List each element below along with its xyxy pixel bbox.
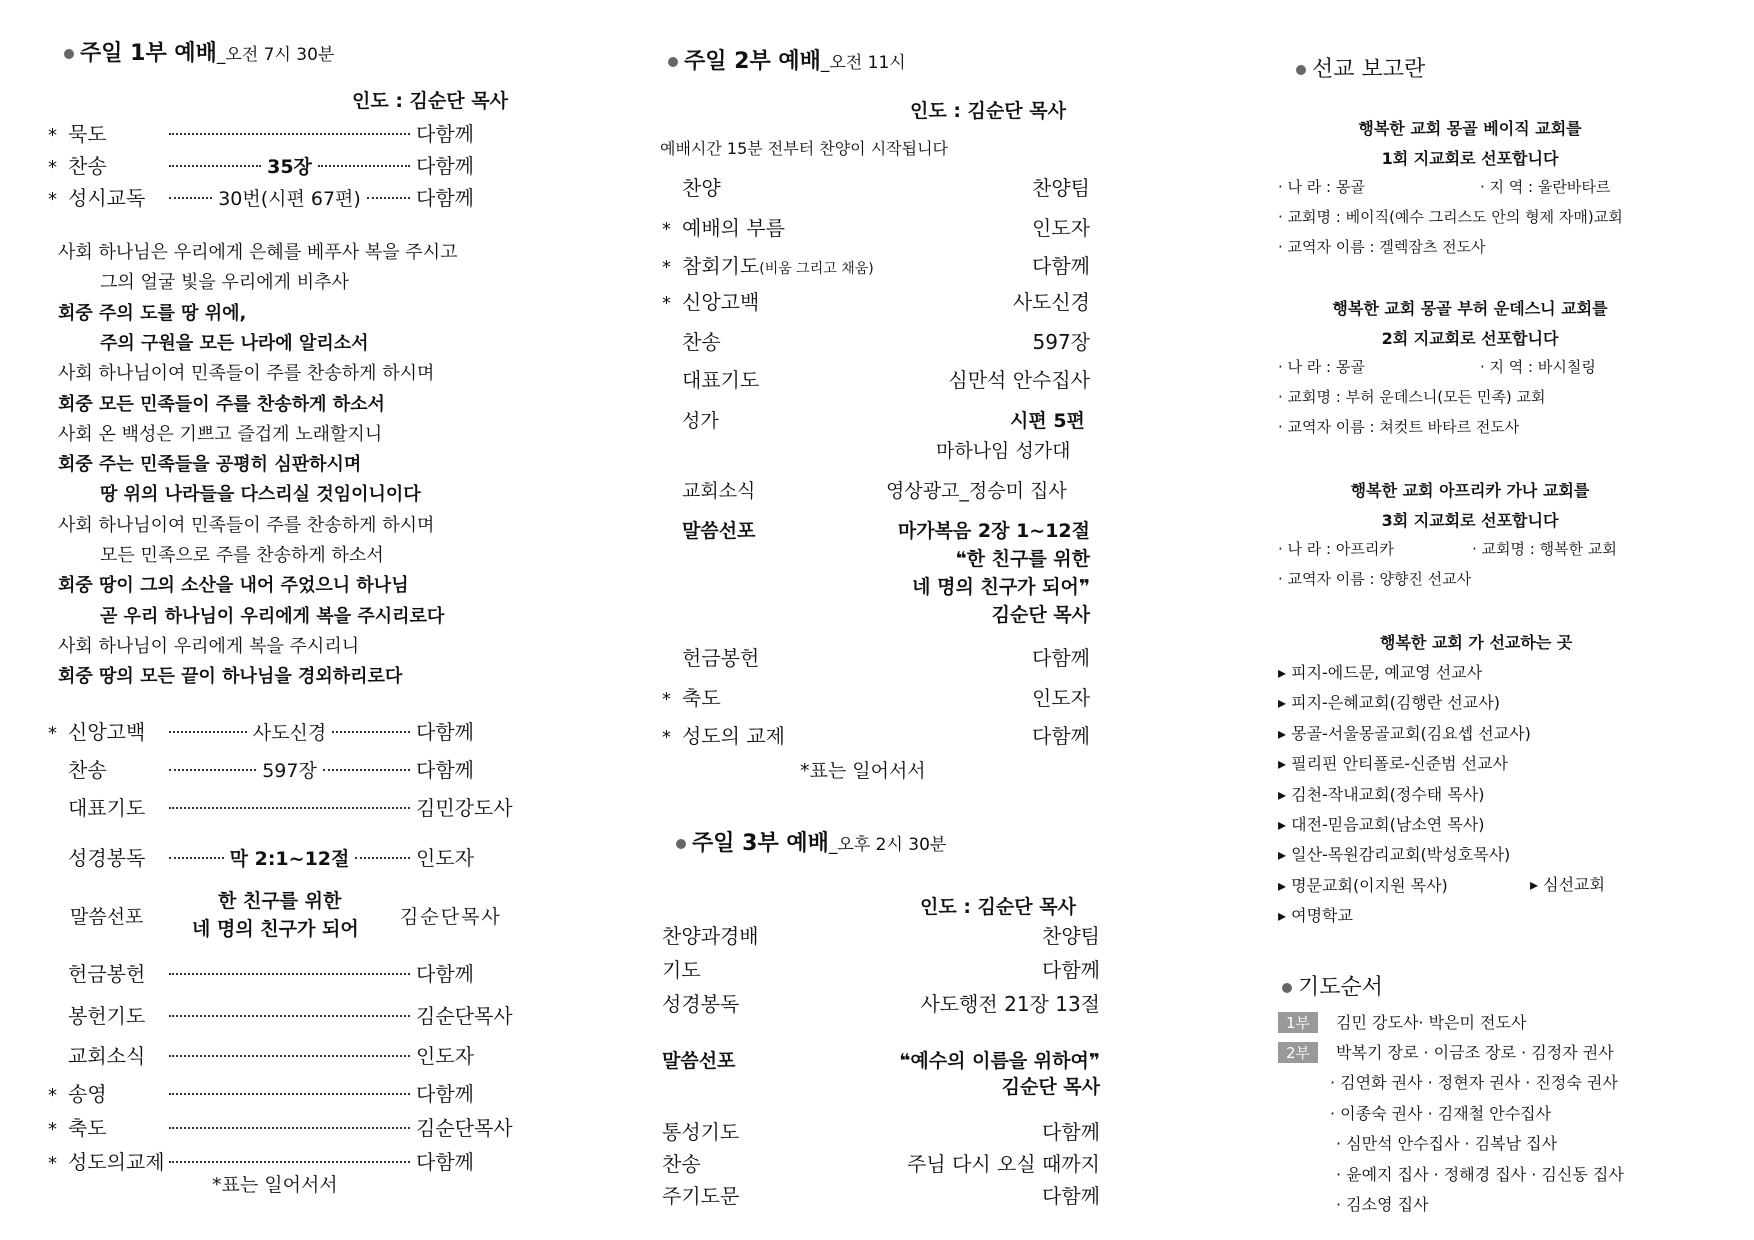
first-service-time: _오전 7시 30분	[216, 45, 335, 65]
order-label-group	[662, 954, 701, 983]
prayer-row	[1278, 1040, 1614, 1063]
sermon2-preacher: 김순단 목사	[991, 604, 1090, 626]
mission-block-line: · 나 라 : 몽골	[1278, 178, 1365, 196]
order-value: 김민강도사	[416, 796, 513, 820]
order-label: 헌금봉헌	[682, 646, 760, 670]
dotted-leader	[169, 1015, 410, 1017]
dotted-leader	[332, 731, 410, 733]
mission-block-line: · 지 역 : 울란바타르	[1480, 178, 1611, 196]
standing-note: *표는 일어서서	[212, 1174, 338, 1196]
order-label-group	[662, 1180, 739, 1209]
prayer-names-continued: · 이종숙 권사 · 김재철 안수집사	[1330, 1103, 1552, 1123]
sermon2-label: 말씀선포	[682, 520, 756, 542]
order-value: 다함께	[416, 122, 474, 146]
dotted-leader	[169, 731, 247, 733]
order-label: 신앙고백	[68, 720, 146, 744]
order-value: 다함께	[1042, 1120, 1100, 1144]
dotted-leader	[169, 973, 410, 975]
dotted-leader	[169, 857, 224, 859]
second-service-leader: 인도 : 김순단 목사	[910, 100, 1066, 122]
dotted-leader	[169, 133, 410, 135]
order-value: 사도신경	[1012, 290, 1090, 314]
order-label-group	[662, 642, 759, 671]
mission-place: ▸ 여명학교	[1278, 906, 1353, 926]
dotted-leader	[169, 769, 256, 771]
order-value: 다함께	[416, 154, 474, 178]
bullet-dot-icon	[676, 839, 686, 849]
third-service-heading	[676, 826, 946, 857]
responsive-line: 회중 땅의 모든 끝이 하나님을 경외하리로다	[58, 666, 403, 688]
order-value: 심만석 안수집사	[948, 368, 1090, 392]
third-service-time: _오후 2시 30분	[828, 835, 947, 855]
mission-block-heading: 행복한 교회 몽골 베이직 교회를	[1358, 119, 1582, 138]
order-row	[662, 212, 1090, 241]
sermon2-scripture: 마가복음 2장 1~12절	[897, 520, 1090, 542]
dotted-leader	[169, 165, 261, 167]
order-row	[662, 172, 1090, 201]
order-row	[48, 842, 536, 871]
order-label: 찬양과경배	[662, 924, 759, 948]
responsive-line: 사회 하나님은 우리에게 은혜를 베푸사 복을 주시고	[58, 242, 458, 263]
mission-block-subheading: 1회 지교회로 선포합니다	[1381, 149, 1559, 168]
responsive-line: 사회 하나님이여 민족들이 주를 찬송하게 하시며	[58, 514, 435, 536]
order-value: 찬양팀	[1042, 924, 1100, 948]
order-label: 대표기도	[68, 796, 146, 820]
order-detail: 사도신경	[252, 722, 327, 744]
order-row	[662, 720, 1090, 749]
dotted-leader	[169, 1127, 410, 1129]
order-label-group	[662, 988, 739, 1017]
order-value: 다함께	[416, 720, 474, 744]
standing-mark: *	[662, 689, 671, 710]
order-label: 예배의 부름	[682, 216, 785, 240]
choir-psalm: 시편 5편	[1010, 410, 1085, 432]
mission-place: ▸ 일산-목원감리교회(박성호목사)	[1278, 845, 1511, 865]
order-row	[662, 250, 1090, 279]
prayer-row	[1278, 1010, 1526, 1033]
order-row	[662, 286, 1090, 315]
order-label-group	[662, 720, 785, 749]
responsive-line: 모든 민족으로 주를 찬송하게 하소서	[100, 545, 384, 566]
order-label-group	[662, 682, 721, 711]
bullet-dot-icon	[668, 57, 678, 67]
prayer-order-title: 기도순서	[1298, 975, 1384, 1000]
responsive-line: 땅 위의 나라들을 다스리실 것임이니이다	[100, 484, 421, 506]
order-label: 묵도	[68, 122, 107, 146]
standing-mark: *	[48, 125, 57, 146]
sermon-label: 말씀선포	[70, 906, 144, 928]
order-value: 다함께	[416, 758, 474, 782]
standing-note-2: *표는 일어서서	[800, 760, 926, 782]
sermon2-title-line1: ❝한 친구를 위한	[955, 548, 1090, 570]
order-label-group	[662, 326, 721, 355]
order-label: 성시교독	[68, 186, 146, 210]
sermon3-label: 말씀선포	[662, 1050, 736, 1072]
sermon3-title: ❝예수의 이름을 위하여❞	[899, 1050, 1100, 1072]
prayer-names-continued: · 윤예지 집사 · 정해경 집사 · 김신동 집사	[1336, 1164, 1624, 1184]
responsive-line: 회중 주는 민족들을 공평히 심판하시며	[58, 454, 362, 476]
order-value: 다함께	[1032, 254, 1090, 278]
sermon2-title-line2: 네 명의 친구가 되어❞	[912, 576, 1090, 598]
dotted-leader	[367, 197, 410, 199]
bullet-dot-icon	[1296, 65, 1306, 75]
order-row	[48, 1078, 536, 1107]
mission-block-line: · 나 라 : 아프리카	[1278, 540, 1394, 558]
responsive-line: 주의 구원을 모든 나라에 알리소서	[100, 332, 369, 354]
second-service-title: 주일 2부 예배	[684, 49, 821, 74]
order-value: 주님 다시 오실 때까지	[907, 1152, 1100, 1176]
bullet-dot-icon	[64, 49, 74, 59]
order-label: 찬송	[662, 1152, 701, 1176]
standing-mark: *	[662, 219, 671, 240]
order-value: 다함께	[416, 1150, 474, 1174]
order-label: 송영	[68, 1082, 107, 1106]
mission-place: ▸ 피지-은혜교회(김행란 선교사)	[1278, 693, 1500, 713]
prayer-service-tag: 1부	[1278, 1012, 1318, 1033]
order-row	[662, 682, 1090, 711]
responsive-line: 회중 땅이 그의 소산을 내어 주었으니 하나님	[58, 575, 409, 597]
order-value: 인도자	[1032, 686, 1090, 710]
order-value: 찬양팀	[1032, 176, 1090, 200]
order-value: 다함께	[416, 1082, 474, 1106]
first-service-leader: 인도 : 김순단 목사	[352, 90, 508, 112]
standing-mark: *	[48, 189, 57, 210]
sermon-preacher: 김순단목사	[400, 906, 502, 928]
order-label-group	[662, 212, 785, 241]
mission-block-subheading: 2회 지교회로 선포합니다	[1381, 329, 1559, 348]
responsive-line: 회중 주의 도를 땅 위에,	[58, 302, 247, 324]
first-service-heading	[64, 36, 334, 67]
choir-label: 성가	[682, 410, 719, 432]
mission-block-line: · 교회명 : 부허 운데스니(모든 민족) 교회	[1278, 388, 1546, 406]
prayer-names-continued: · 심만석 안수집사 · 김복남 집사	[1336, 1134, 1558, 1153]
third-service-leader: 인도 : 김순단 목사	[920, 896, 1076, 918]
order-label: 찬양	[682, 176, 721, 200]
order-value: 다함께	[1032, 646, 1090, 670]
standing-mark: *	[48, 157, 57, 178]
order-label: 대표기도	[682, 368, 760, 392]
order-label-group	[662, 286, 759, 315]
order-label: 교회소식	[68, 1044, 146, 1068]
order-detail: 막 2:1~12절	[229, 848, 350, 870]
sermon-title-line2: 네 명의 친구가 되어	[192, 918, 359, 940]
order-label-group	[662, 364, 759, 393]
dotted-leader	[323, 769, 410, 771]
order-row	[662, 326, 1090, 355]
mission-block-heading: 행복한 교회 몽골 부허 운데스니 교회를	[1332, 299, 1608, 318]
responsive-line: 회중 모든 민족들이 주를 찬송하게 하소서	[58, 393, 385, 415]
second-service-heading	[668, 44, 906, 75]
order-row	[48, 182, 536, 211]
order-value: 김순단목사	[416, 1116, 513, 1140]
standing-mark: *	[48, 1153, 57, 1174]
order-label-group	[662, 1116, 739, 1145]
standing-mark: *	[48, 723, 57, 744]
mission-place: ▸ 명문교회(이지원 목사)	[1278, 875, 1448, 895]
sermon3-preacher: 김순단 목사	[1001, 1076, 1100, 1098]
responsive-line: 사회 하나님이 우리에게 복을 주시리니	[58, 635, 360, 657]
order-label: 성경봉독	[662, 992, 740, 1016]
responsive-line: 사회 하나님이여 민족들이 주를 찬송하게 하시며	[58, 363, 435, 385]
order-value: 다함께	[1042, 958, 1100, 982]
responsive-line: 사회 온 백성은 기쁘고 즐겁게 노래할지니	[58, 423, 383, 445]
order-detail: 35장	[267, 156, 312, 178]
order-label: 주기도문	[662, 1184, 740, 1208]
order-row	[662, 920, 1100, 949]
order-value: 다함께	[1042, 1184, 1100, 1208]
mission-place: ▸ 김천-작내교회(정수태 목사)	[1278, 784, 1485, 804]
mission-place: ▸ 몽골-서울몽골교회(김요셉 선교사)	[1278, 723, 1531, 743]
mission-report-heading	[1296, 52, 1425, 83]
standing-mark: *	[662, 257, 671, 278]
dotted-leader	[169, 1055, 410, 1057]
order-label-note: (비움 그리고 채움)	[759, 261, 874, 277]
order-label: 봉헌기도	[68, 1004, 146, 1028]
mission-place: ▸ 피지-에드문, 예교영 선교사	[1278, 663, 1483, 682]
bullet-dot-icon	[1282, 983, 1292, 993]
worship-notice: 예배시간 15분 전부터 찬양이 시작됩니다	[660, 139, 948, 158]
order-value: 다함께	[416, 962, 474, 986]
order-label-group	[662, 172, 721, 201]
order-value: 인도자	[1032, 216, 1090, 240]
mission-block-line: · 지 역 : 바시칠링	[1480, 358, 1596, 376]
order-row	[662, 954, 1100, 983]
standing-mark: *	[48, 1085, 57, 1106]
order-label-group	[662, 1148, 701, 1177]
mission-report-title: 선교 보고란	[1312, 57, 1426, 82]
order-row	[48, 150, 536, 179]
order-row	[48, 1000, 536, 1029]
order-label: 성도의교제	[68, 1150, 165, 1174]
mission-block-subheading: 3회 지교회로 선포합니다	[1381, 511, 1559, 530]
mission-places-title: 행복한 교회 가 선교하는 곳	[1380, 633, 1573, 652]
mission-block-heading: 행복한 교회 아프리카 가나 교회를	[1350, 481, 1590, 500]
order-label: 성도의 교제	[682, 724, 785, 748]
order-label: 축도	[682, 686, 721, 710]
mission-block-line: · 교역자 이름 : 겔렉잠츠 전도사	[1278, 238, 1486, 256]
order-label: 축도	[68, 1116, 107, 1140]
dotted-leader	[169, 1093, 410, 1095]
dotted-leader	[169, 197, 212, 199]
mission-block-line: · 교회명 : 베이직(예수 그리스도 안의 형제 자매)교회	[1278, 208, 1623, 226]
prayer-names-continued: · 김소영 집사	[1336, 1195, 1429, 1214]
order-label: 통성기도	[662, 1120, 740, 1144]
third-service-title: 주일 3부 예배	[692, 831, 829, 856]
dotted-leader	[169, 1161, 410, 1163]
prayer-names-continued: · 김연화 권사 · 정현자 권사 · 진정숙 권사	[1330, 1073, 1618, 1092]
order-row	[662, 642, 1090, 671]
order-detail: 30번(시편 67편)	[218, 188, 361, 210]
order-label: 기도	[662, 958, 701, 982]
order-row	[662, 988, 1100, 1017]
order-value: 김순단목사	[416, 1004, 513, 1028]
order-value: 사도행전 21장 13절	[920, 992, 1100, 1016]
order-value: 인도자	[416, 1044, 474, 1068]
dotted-leader	[169, 807, 410, 809]
prayer-service-tag: 2부	[1278, 1042, 1318, 1063]
mission-place: ▸ 필리핀 안티폴로-신준범 선교사	[1278, 754, 1508, 774]
order-row	[48, 958, 536, 987]
choir-name: 마하나임 성가대	[936, 440, 1071, 462]
news-value: 영상광고_정승미 집사	[886, 480, 1067, 502]
order-label: 찬송	[68, 154, 107, 178]
mission-block-line: · 교회명 : 행복한 교회	[1472, 540, 1617, 558]
order-label: 성경봉독	[68, 846, 146, 870]
order-label: 찬송	[68, 758, 107, 782]
prayer-order-heading	[1282, 970, 1383, 1001]
order-row	[48, 716, 536, 745]
responsive-line: 그의 얼굴 빛을 우리에게 비추사	[100, 272, 349, 294]
standing-mark: *	[662, 293, 671, 314]
order-label-group	[662, 250, 874, 279]
order-label: 찬송	[682, 330, 721, 354]
order-label: 헌금봉헌	[68, 962, 146, 986]
second-service-time: _오전 11시	[820, 53, 906, 73]
responsive-line: 곧 우리 하나님이 우리에게 복을 주시리로다	[100, 605, 445, 627]
mission-block-line: · 교역자 이름 : 쳐컷트 바타르 전도사	[1278, 418, 1520, 436]
first-service-title: 주일 1부 예배	[80, 41, 217, 66]
order-detail: 597장	[262, 760, 317, 782]
order-value: 597장	[1032, 330, 1090, 354]
order-value: 인도자	[416, 846, 474, 870]
order-row	[48, 754, 536, 783]
order-row	[662, 1148, 1100, 1177]
prayer-names: 박복기 장로 · 이금조 장로 · 김정자 권사	[1336, 1043, 1614, 1062]
mission-place: ▸ 대전-믿음교회(남소연 목사)	[1278, 815, 1485, 834]
order-row	[48, 118, 536, 147]
order-value: 다함께	[416, 186, 474, 210]
order-row	[662, 1180, 1100, 1209]
order-row	[662, 364, 1090, 393]
mission-block-line: · 교역자 이름 : 양향진 선교사	[1278, 570, 1472, 588]
sermon-title-line1: 한 친구를 위한	[218, 890, 342, 912]
order-row	[48, 1112, 536, 1141]
news-label: 교회소식	[682, 480, 756, 502]
standing-mark: *	[662, 727, 671, 748]
dotted-leader	[318, 165, 410, 167]
order-label-group	[662, 920, 759, 949]
order-row	[48, 1040, 536, 1069]
order-row	[662, 1116, 1100, 1145]
order-label: 참회기도	[682, 254, 760, 278]
standing-mark: *	[48, 1119, 57, 1140]
mission-place-extra: ▸ 심선교회	[1530, 875, 1605, 894]
order-label: 신앙고백	[682, 290, 760, 314]
order-value: 다함께	[1032, 724, 1090, 748]
order-row	[48, 792, 536, 821]
mission-block-line: · 나 라 : 몽골	[1278, 358, 1365, 376]
prayer-names: 김민 강도사· 박은미 전도사	[1336, 1013, 1527, 1032]
dotted-leader	[355, 857, 410, 859]
